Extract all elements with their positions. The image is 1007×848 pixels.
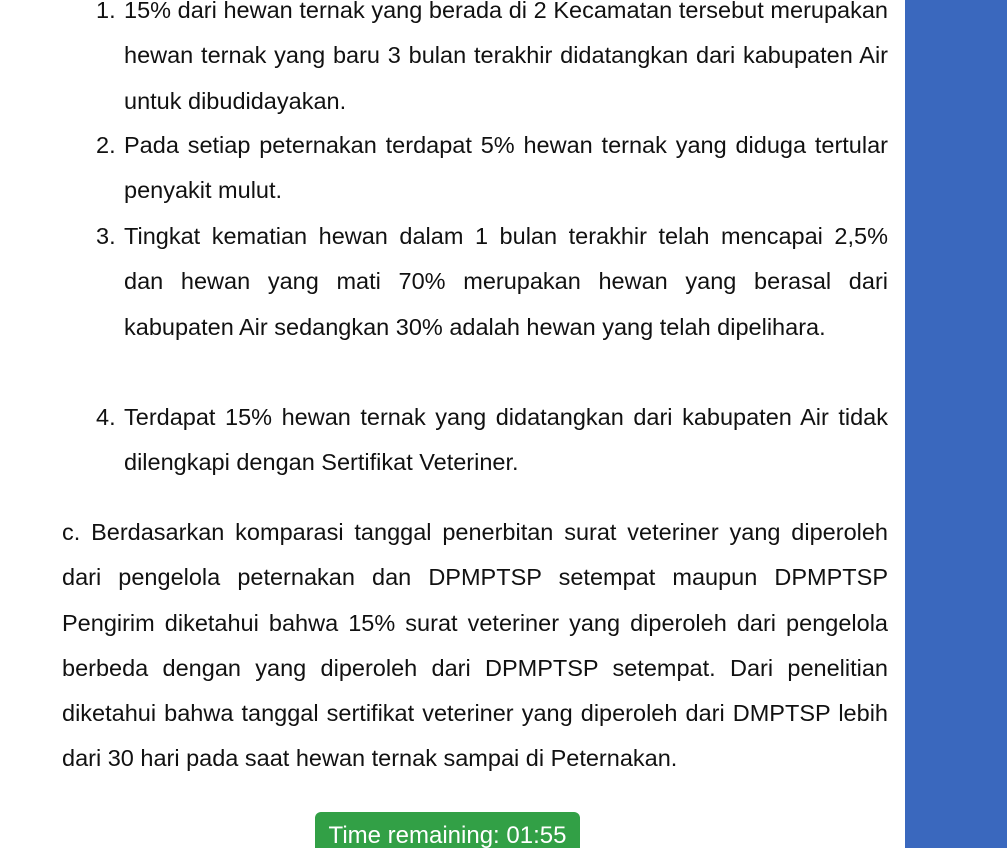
list-item-number: 2. <box>96 132 116 158</box>
list-item <box>96 0 888 124</box>
list-item-number: 3. <box>96 223 116 249</box>
list-item-number: 4. <box>96 404 116 430</box>
list-item <box>96 214 888 350</box>
list-item <box>96 123 888 214</box>
list-item-text: Pada setiap peternakan terdapat 5% hewan ternak yang diduga tertular penyakit mulut. <box>124 132 888 204</box>
time-remaining-badge: Time remaining: 01:55 <box>315 812 580 848</box>
paragraph-c: c. Berdasarkan komparasi tanggal penerbitan surat veteriner yang diperoleh dari pengelola peternakan dan DPMPTSP setempat maupun DPMPTSP Pengirim diketahui bahwa 15% surat veteriner yang diperoleh dari pengelola berbeda dengan yang diperoleh dari DPMPTSP setempat. Dari penelitian diketahui bahwa tanggal sertifikat veteriner yang diperoleh dari DMPTSP lebih dari 30 hari pada saat hewan ternak sampai di Peternakan. <box>62 519 888 772</box>
list-item-text: Tingkat kematian hewan dalam 1 bulan terakhir telah mencapai 2,5% dan hewan yang mati 70% merupakan hewan yang berasal dari kabupaten Air sedangkan 30% adalah hewan yang telah dipelihara. <box>124 223 888 340</box>
list-item-number: 1. <box>96 0 116 23</box>
list-item-text: 15% dari hewan ternak yang berada di 2 Kecamatan tersebut merupakan hewan ternak yang baru 3 bulan terakhir didatangkan dari kabupaten Air untuk dibudidayakan. <box>124 0 888 114</box>
list-item-text: Terdapat 15% hewan ternak yang didatangkan dari kabupaten Air tidak dilengkapi dengan Sertifikat Veteriner. <box>124 404 888 476</box>
list-item <box>96 395 888 486</box>
side-panel <box>905 0 1007 848</box>
